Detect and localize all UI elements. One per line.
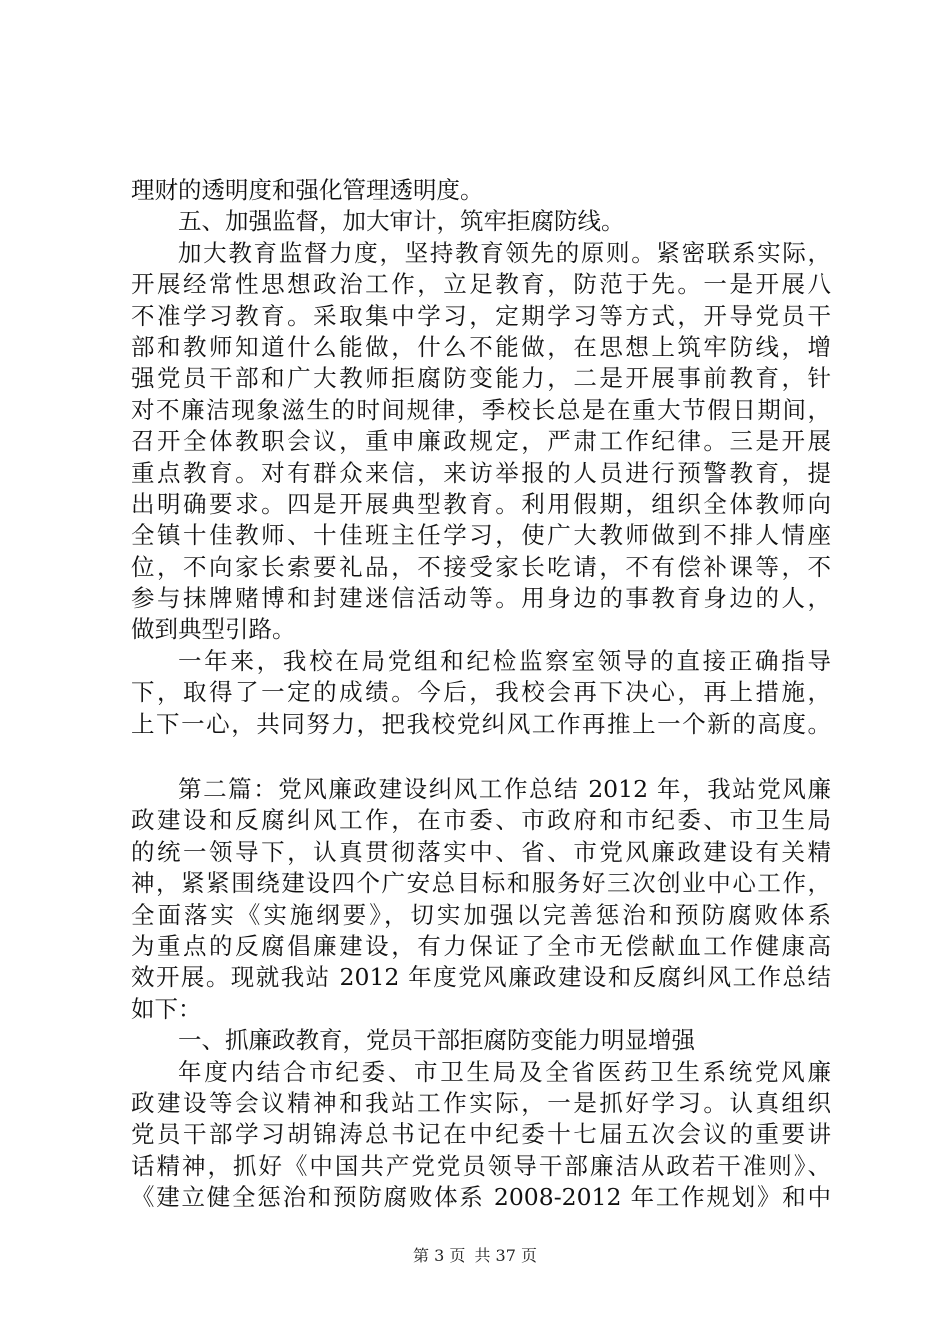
text-line: 下，取得了一定的成绩。今后，我校会再下决心，再上措施， xyxy=(131,678,831,707)
text-line: 上下一心，共同努力，把我校党纠风工作再推上一个新的高度。 xyxy=(131,709,831,738)
page-number: 第 3 页 xyxy=(413,1246,466,1265)
text-line: 做到典型引路。 xyxy=(131,615,296,644)
text-line: 党员干部学习胡锦涛总书记在中纪委十七届五次会议的重要讲 xyxy=(131,1120,831,1149)
page-total: 共 37 页 xyxy=(474,1246,537,1265)
text-line: 年度内结合市纪委、市卫生局及全省医药卫生系统党风廉 xyxy=(178,1057,831,1086)
text-line: 全镇十佳教师、十佳班主任学习，使广大教师做到不排人情座 xyxy=(131,521,831,550)
text-line: 全面落实《实施纲要》，切实加强以完善惩治和预防腐败体系 xyxy=(131,900,831,929)
text-line: 政建设等会议精神和我站工作实际，一是抓好学习。认真组织 xyxy=(131,1088,831,1117)
text-line: 参与抹牌赌博和封建迷信活动等。用身边的事教育身边的人， xyxy=(131,584,831,613)
section-heading: 一、抓廉政教育，党员干部拒腐防变能力明显增强 xyxy=(178,1026,695,1055)
text-line: 效开展。现就我站 2012 年度党风廉政建设和反腐纠风工作总结 xyxy=(131,963,831,992)
text-line: 不准学习教育。采取集中学习，定期学习等方式，开导党员干 xyxy=(131,301,831,330)
text-line: 出明确要求。四是开展典型教育。利用假期，组织全体教师向 xyxy=(131,489,831,518)
text-line: 政建设和反腐纠风工作，在市委、市政府和市纪委、市卫生局 xyxy=(131,806,831,835)
text-line: 重点教育。对有群众来信，来访举报的人员进行预警教育，提 xyxy=(131,458,831,487)
paragraph-gap xyxy=(131,740,831,774)
section-heading: 五、加强监督，加大审计，筑牢拒腐防线。 xyxy=(178,207,625,236)
text-line: 开展经常性思想政治工作，立足教育，防范于先。一是开展八 xyxy=(131,270,831,299)
text-line: 对不廉洁现象滋生的时间规律，季校长总是在重大节假日期间， xyxy=(131,395,831,424)
text-line: 理财的透明度和强化管理透明度。 xyxy=(131,176,484,204)
text-line: 如下： xyxy=(131,994,202,1023)
text-line: 为重点的反腐倡廉建设，有力保证了全市无偿献血工作健康高 xyxy=(131,931,831,960)
text-line: 一年来，我校在局党组和纪检监察室领导的直接正确指导 xyxy=(178,646,831,675)
page-footer xyxy=(0,1243,950,1266)
text-line: 话精神，抓好《中国共产党党员领导干部廉洁从政若干准则》、 xyxy=(131,1151,831,1180)
text-line: 位，不向家长索要礼品，不接受家长吃请，不有偿补课等，不 xyxy=(131,552,831,581)
text-line: 《建立健全惩治和预防腐败体系 2008-2012 年工作规划》和中 xyxy=(131,1183,831,1212)
text-line: 加大教育监督力度，坚持教育领先的原则。紧密联系实际， xyxy=(178,238,831,267)
text-line: 召开全体教职会议，重申廉政规定，严肃工作纪律。三是开展 xyxy=(131,427,831,456)
text-line: 强党员干部和广大教师拒腐防变能力，二是开展事前教育，针 xyxy=(131,364,831,393)
text-line: 部和教师知道什么能做，什么不能做，在思想上筑牢防线，增 xyxy=(131,332,831,361)
text-line: 神，紧紧围绕建设四个广安总目标和服务好三次创业中心工作， xyxy=(131,869,831,898)
text-line: 的统一领导下，认真贯彻落实中、省、市党风廉政建设有关精 xyxy=(131,837,831,866)
text-line: 第二篇：党风廉政建设纠风工作总结 2012 年，我站党风廉 xyxy=(178,775,831,804)
document-body xyxy=(131,175,831,1214)
